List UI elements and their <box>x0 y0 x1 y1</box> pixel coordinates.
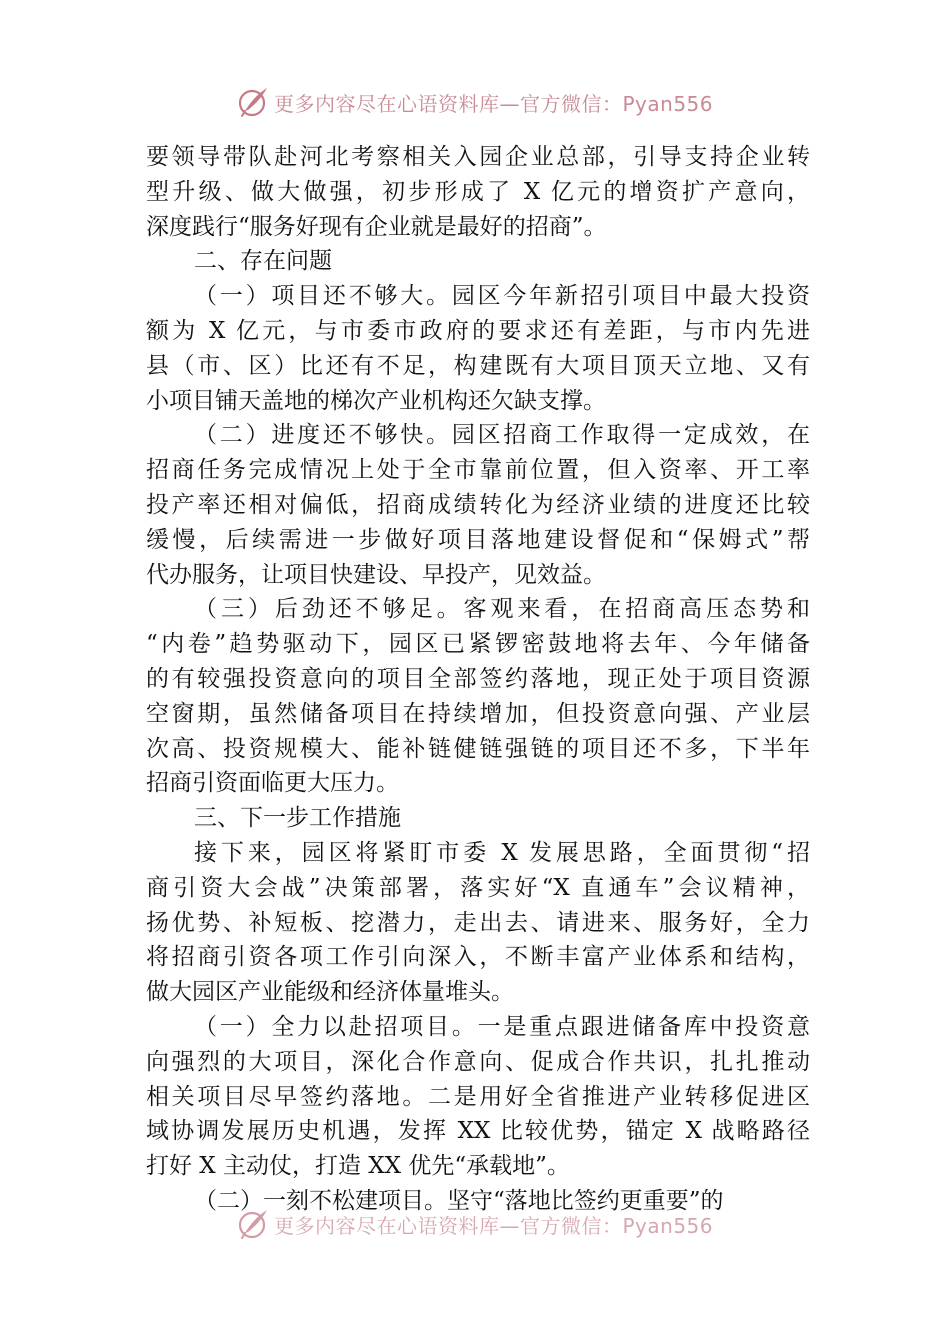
paragraph-line <box>146 1010 810 1045</box>
paragraph-line: 空窗期，虽然储备项目在持续增加，但投资意向强、产业层 <box>146 700 810 727</box>
paragraph-lead: （三）后劲还不够足。 <box>194 596 464 623</box>
paragraph-line: 将招商引资各项工作引向深入，不断丰富产业体系和结构， <box>146 944 810 971</box>
paragraph-text: 园区招商工作取得一定成效，在 <box>451 422 811 449</box>
paragraph-line: 缓慢，后续需进一步做好项目落地建设督促和“保姆式”帮 <box>146 526 810 553</box>
watermark-footer <box>236 1206 756 1242</box>
feather-pen-seal-icon <box>236 85 270 119</box>
paragraph-line: 次高、投资规模大、能补链健链强链的项目还不多，下半年 <box>146 735 810 762</box>
paragraph-line: 投产率还相对偏低，招商成绩转化为经济业绩的进度还比较 <box>146 491 810 518</box>
paragraph-line: 型升级、做大做强，初步形成了 X 亿元的增资扩产意向， <box>146 178 810 205</box>
paragraph-lead: （一）全力以赴招项目。 <box>194 1013 478 1040</box>
paragraph-line: 深度践行“服务好现有企业就是最好的招商”。 <box>146 213 607 240</box>
paragraph-line <box>146 592 810 627</box>
paragraph-lead: （二）一刻不松建项目。 <box>194 1187 447 1214</box>
paragraph-text: 一是重点跟进储备库中投资意 <box>477 1013 811 1040</box>
paragraph-lead: （一）项目还不够大。 <box>194 283 452 310</box>
paragraph-line: 小项目铺天盖地的梯次产业机构还欠缺支撑。 <box>146 387 606 414</box>
paragraph-line: 相关项目尽早签约落地。二是用好全省推进产业转移促进区 <box>146 1083 810 1110</box>
paragraph-lead: （二）进度还不够快。 <box>194 422 452 449</box>
paragraph-line: 县（市、区）比还有不足，构建既有大项目顶天立地、又有 <box>146 352 810 379</box>
paragraph-line: 的有较强投资意向的项目全部签约落地，现正处于项目资源 <box>146 665 810 692</box>
feather-pen-seal-icon <box>236 1207 270 1241</box>
paragraph-line: 招商任务完成情况上处于全市靠前位置，但入资率、开工率 <box>146 457 810 484</box>
paragraph-line <box>146 418 810 453</box>
paragraph-line <box>146 279 810 314</box>
section-heading: 三、下一步工作措施 <box>194 805 401 832</box>
paragraph-line: 代办服务，让项目快建设、早投产，见效益。 <box>146 561 606 588</box>
paragraph-line: 要领导带队赴河北考察相关入园企业总部，引导支持企业转 <box>146 144 810 170</box>
paragraph-line: 向强烈的大项目，深化合作意向、促成合作共识，扎扎推动 <box>146 1048 810 1075</box>
watermark-header <box>236 84 756 120</box>
paragraph-line: 扬优势、补短板、挖潜力，走出去、请进来、服务好，全力 <box>146 909 810 936</box>
paragraph-line: 商引资大会战”决策部署，落实好“X 直通车”会议精神， <box>146 874 810 901</box>
watermark-text: 更多内容尽在心语资料库—官方微信：Pyan556 <box>274 91 714 116</box>
watermark-text: 更多内容尽在心语资料库—官方微信：Pyan556 <box>274 1213 714 1238</box>
paragraph-line: 打好 X 主动仗，打造 XX 优先“承载地”。 <box>146 1153 570 1180</box>
paragraph-text: 坚守“落地比签约更重要”的 <box>447 1187 724 1214</box>
paragraph-line: 域协调发展历史机遇，发挥 XX 比较优势，锚定 X 战略路径 <box>146 1118 810 1145</box>
paragraph-text: 园区今年新招引项目中最大投资 <box>451 283 811 310</box>
paragraph-text: 客观来看，在招商高压态势和 <box>463 596 811 623</box>
paragraph-line: 接下来，园区将紧盯市委 X 发展思路，全面贯彻“招 <box>194 839 810 866</box>
paragraph-line: 招商引资面临更大压力。 <box>146 770 399 797</box>
paragraph-line: 做大园区产业能级和经济体量堆头。 <box>146 979 514 1006</box>
paragraph-line: 额为 X 亿元，与市委市政府的要求还有差距，与市内先进 <box>146 317 810 344</box>
document-body <box>146 140 810 1219</box>
section-heading: 二、存在问题 <box>194 248 332 275</box>
paragraph-line: “内卷”趋势驱动下，园区已紧锣密鼓地将去年、今年储备 <box>146 631 810 658</box>
